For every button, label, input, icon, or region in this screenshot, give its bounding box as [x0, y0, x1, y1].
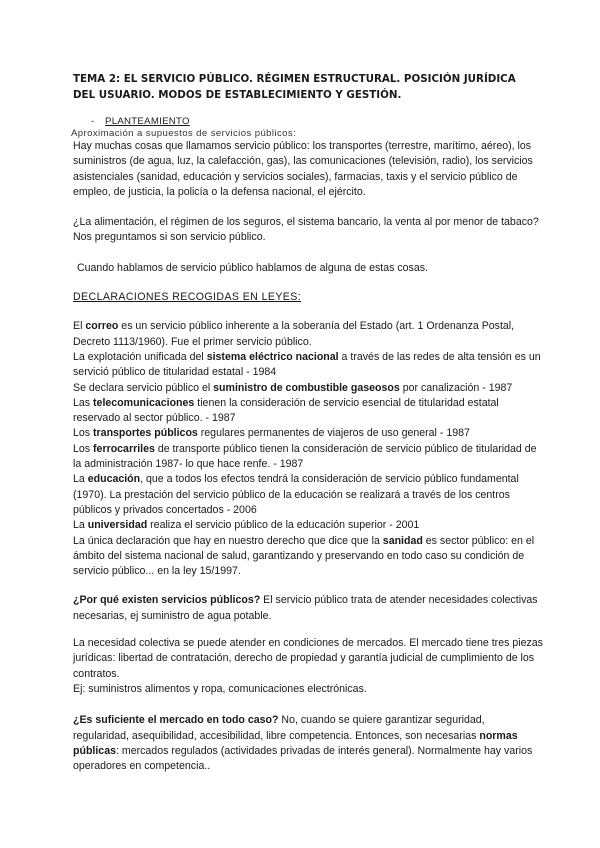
question-paragraph: ¿La alimentación, el régimen de los seguros, el sistema bancario, la venta al por menor de tabaco? Nos preguntamos si son servicio público.	[73, 216, 539, 244]
decl-combustible: Se declara servicio público el suministro de combustible gaseosos por canalización - 1987	[73, 381, 513, 394]
suficiente-paragraph: ¿Es suficiente el mercado en todo caso? No, cuando se quiere garantizar seguridad, regularidad, asequibilidad, accesibilidad, libre competencia. Entonces, son necesarias normas públicas: mercados regulados (actividades privadas de interés general). Normalmente hay varios operadores en competencia..	[73, 714, 533, 773]
planteamiento-label: PLANTEAMIENTO	[105, 116, 190, 127]
porque-paragraph: ¿Por qué existen servicios públicos? El servicio público trata de atender necesidades colectivas necesarias, ej suministro de agua potable.	[73, 594, 538, 622]
decl-transportes: Los transportes públicos regulares permanentes de viajeros de uso general - 1987	[73, 427, 470, 440]
planteamiento-item	[73, 116, 543, 128]
decl-educacion: La educación, que a todos los efectos tendrá la consideración de servicio público fundamental (1970). La prestación del servicio público de la educación se realizará a través de los centros públicos y privados concertados - 2006	[73, 473, 519, 516]
title-line-2: DEL USUARIO. MODOS DE ESTABLECIMIENTO Y GESTIÓN.	[73, 89, 402, 101]
title-line-1: TEMA 2: EL SERVICIO PÚBLICO. RÉGIMEN ESTRUCTURAL. POSICIÓN JURÍDICA	[73, 73, 516, 85]
bullet-dash: -	[91, 116, 95, 127]
decl-ferrocarriles: Los ferrocarriles de transporte público tienen la consideración de servicio público de titularidad de la administración 1987- lo que hace renfe. - 1987	[73, 442, 537, 471]
declaraciones-list	[73, 319, 543, 579]
necesidad-paragraph: La necesidad colectiva se puede atender en condiciones de mercados. El mercado tiene tres piezas jurídicas: libertad de contratación, derecho de propiedad y garantía judicial de cumplimiento de los contratos.	[73, 637, 543, 680]
cuando-paragraph: Cuando hablamos de servicio público hablamos de alguna de estas cosas.	[77, 261, 428, 274]
document-title	[73, 71, 543, 103]
ejemplo-paragraph: Ej: suministros alimentos y ropa, comunicaciones electrónicas.	[73, 682, 367, 695]
aproximacion-subheading: Aproximación a supuestos de servicios públicos:	[71, 128, 297, 139]
intro-paragraph: Hay muchas cosas que llamamos servicio público: los transportes (terrestre, marítimo, aéreo), los suministros (de agua, luz, la calefacción, gas), las comunicaciones (televisión, radio), los servicios asistenciales (sanidad, educación y servicios sociales), farmacias, taxis y el servicio público de empleo, de justicia, la policía o la defensa nacional, el ejército.	[73, 140, 533, 198]
decl-sanidad: La única declaración que hay en nuestro derecho que dice que la sanidad es sector público: en el ámbito del sistema nacional de salud, garantizando y preservando en todo caso su condición de servicio público... en la ley 15/1997.	[73, 534, 535, 578]
decl-universidad: La universidad realiza el servicio público de la educación superior - 2001	[73, 519, 420, 532]
declaraciones-heading: DECLARACIONES RECOGIDAS EN LEYES:	[73, 291, 302, 304]
decl-correo: El correo es un servicio público inherente a la soberanía del Estado (art. 1 Ordenanza Postal, Decreto 1113/1960). Fue el primer servicio público.	[73, 320, 515, 348]
decl-telecom: Las telecomunicaciones tienen la consideración de servicio esencial de titularidad estatal reservado al sector público. - 1987	[73, 396, 499, 425]
document-page	[73, 71, 543, 774]
decl-electrico: La explotación unificada del sistema eléctrico nacional a través de las redes de alta tensión es un servició público de titularidad estatal - 1984	[73, 350, 541, 379]
